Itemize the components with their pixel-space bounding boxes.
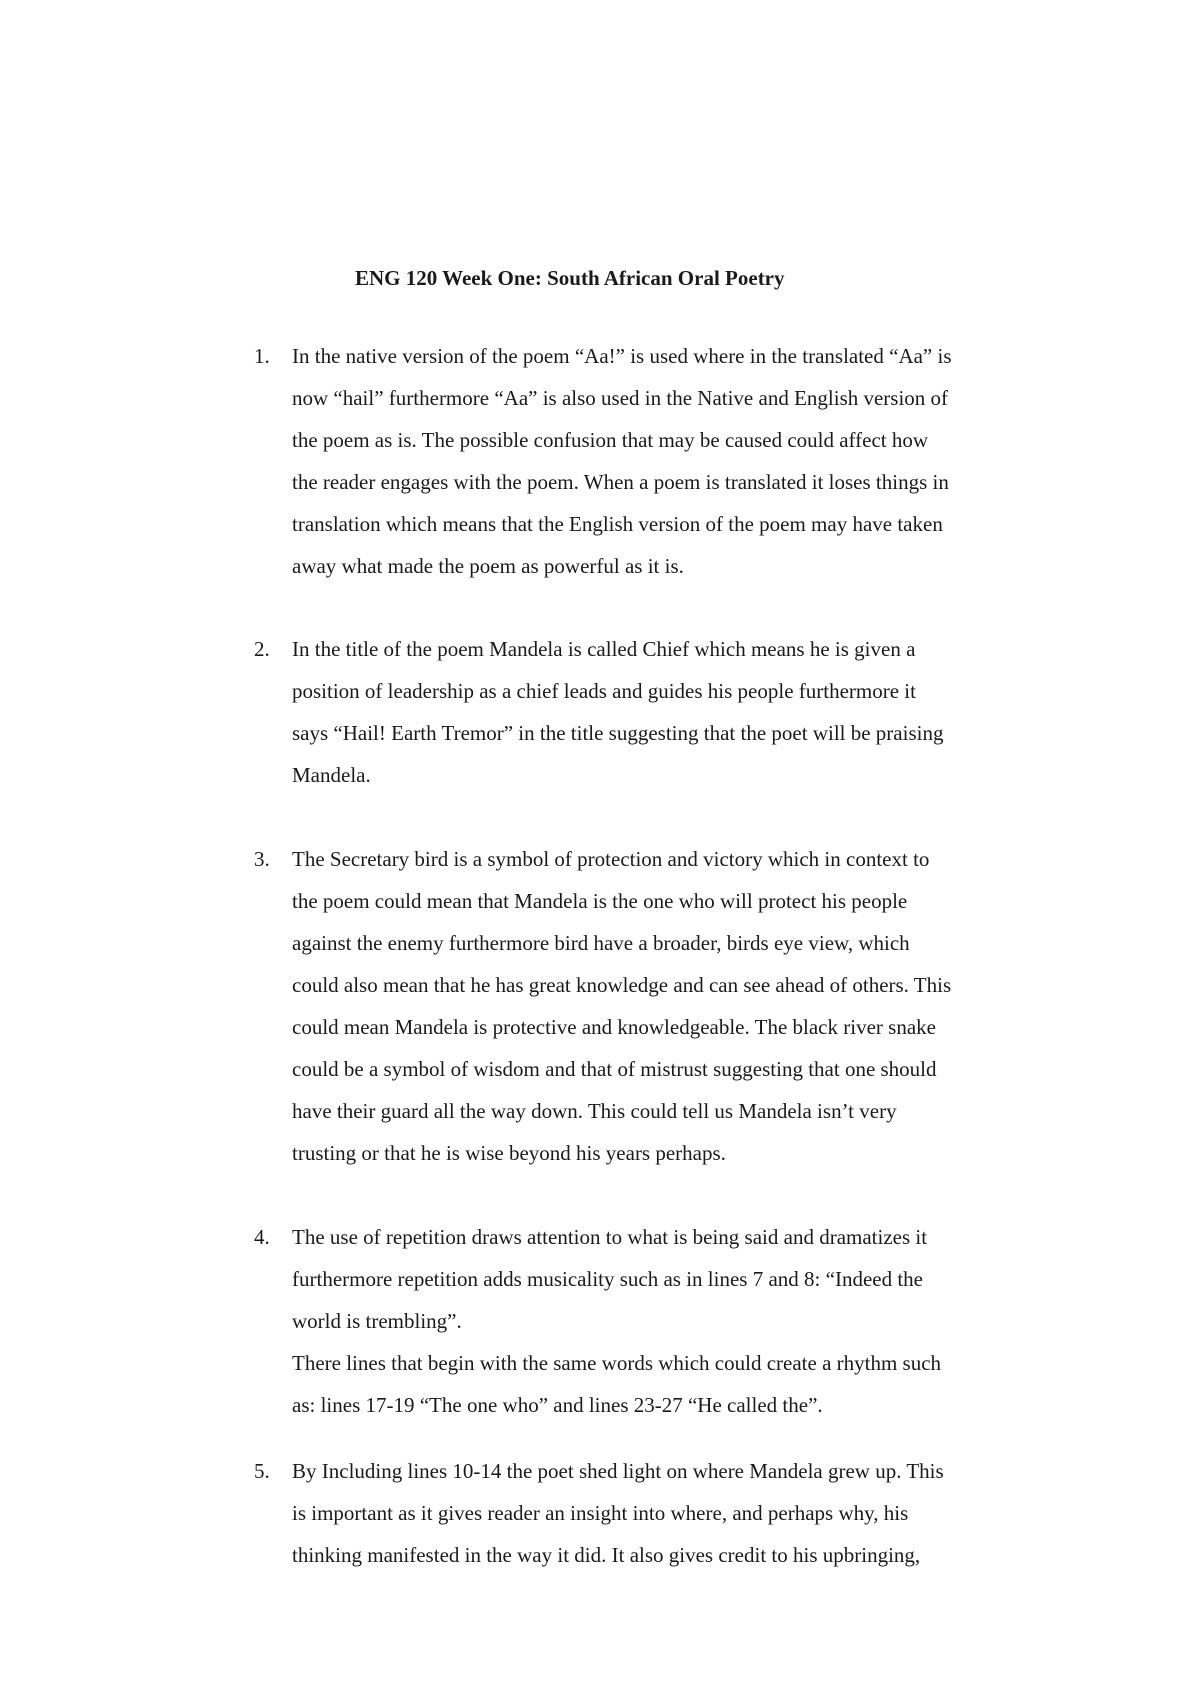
text-line: could be a symbol of wisdom and that of mistrust suggesting that one should: [292, 1057, 937, 1081]
text-line: the poem could mean that Mandela is the one who will protect his people: [292, 889, 908, 913]
text-line: position of leadership as a chief leads and guides his people furthermore it: [292, 679, 916, 703]
text-line: away what made the poem as powerful as it is.: [292, 554, 684, 578]
text-line: There lines that begin with the same words which could create a rhythm such: [292, 1351, 942, 1375]
text-line: In the title of the poem Mandela is called Chief which means he is given a: [292, 637, 916, 661]
text-line: world is trembling”.: [292, 1309, 462, 1333]
text-line: is important as it gives reader an insight into where, and perhaps why, his: [292, 1501, 909, 1525]
text-line: By Including lines 10-14 the poet shed light on where Mandela grew up. This: [292, 1459, 944, 1483]
list-item-number: 1.: [254, 344, 270, 368]
text-line: The use of repetition draws attention to what is being said and dramatizes it: [292, 1225, 928, 1249]
list-item-text: [292, 335, 1072, 587]
list-item-text: [292, 628, 1072, 796]
list-item-number: 3.: [254, 847, 270, 871]
text-line: the reader engages with the poem. When a poem is translated it loses things in: [292, 470, 949, 494]
text-line: furthermore repetition adds musicality such as in lines 7 and 8: “Indeed the: [292, 1267, 923, 1291]
text-line: translation which means that the English version of the poem may have taken: [292, 512, 943, 536]
text-line: could also mean that he has great knowledge and can see ahead of others. This: [292, 973, 952, 997]
text-line: as: lines 17-19 “The one who” and lines 23-27 “He called the”.: [292, 1393, 823, 1417]
document-title: ENG 120 Week One: South African Oral Poetry: [355, 266, 785, 290]
list-item-number: 4.: [254, 1225, 270, 1249]
list-item-text: [292, 1216, 1072, 1426]
text-line: against the enemy furthermore bird have a broader, birds eye view, which: [292, 931, 910, 955]
text-line: now “hail” furthermore “Aa” is also used in the Native and English version of: [292, 386, 949, 410]
text-line: have their guard all the way down. This could tell us Mandela isn’t very: [292, 1099, 897, 1123]
list-item-text: [292, 838, 1072, 1174]
text-line: trusting or that he is wise beyond his years perhaps.: [292, 1141, 726, 1165]
text-line: the poem as is. The possible confusion that may be caused could affect how: [292, 428, 929, 452]
text-line: The Secretary bird is a symbol of protection and victory which in context to: [292, 847, 930, 871]
text-line: says “Hail! Earth Tremor” in the title suggesting that the poet will be praising: [292, 721, 944, 745]
list-item-text: [292, 1450, 1072, 1576]
text-line: thinking manifested in the way it did. It also gives credit to his upbringing,: [292, 1543, 921, 1567]
list-item-number: 2.: [254, 637, 270, 661]
text-line: In the native version of the poem “Aa!” is used where in the translated “Aa” is: [292, 344, 952, 368]
text-line: Mandela.: [292, 763, 371, 787]
list-item-number: 5.: [254, 1459, 270, 1483]
text-line: could mean Mandela is protective and knowledgeable. The black river snake: [292, 1015, 936, 1039]
